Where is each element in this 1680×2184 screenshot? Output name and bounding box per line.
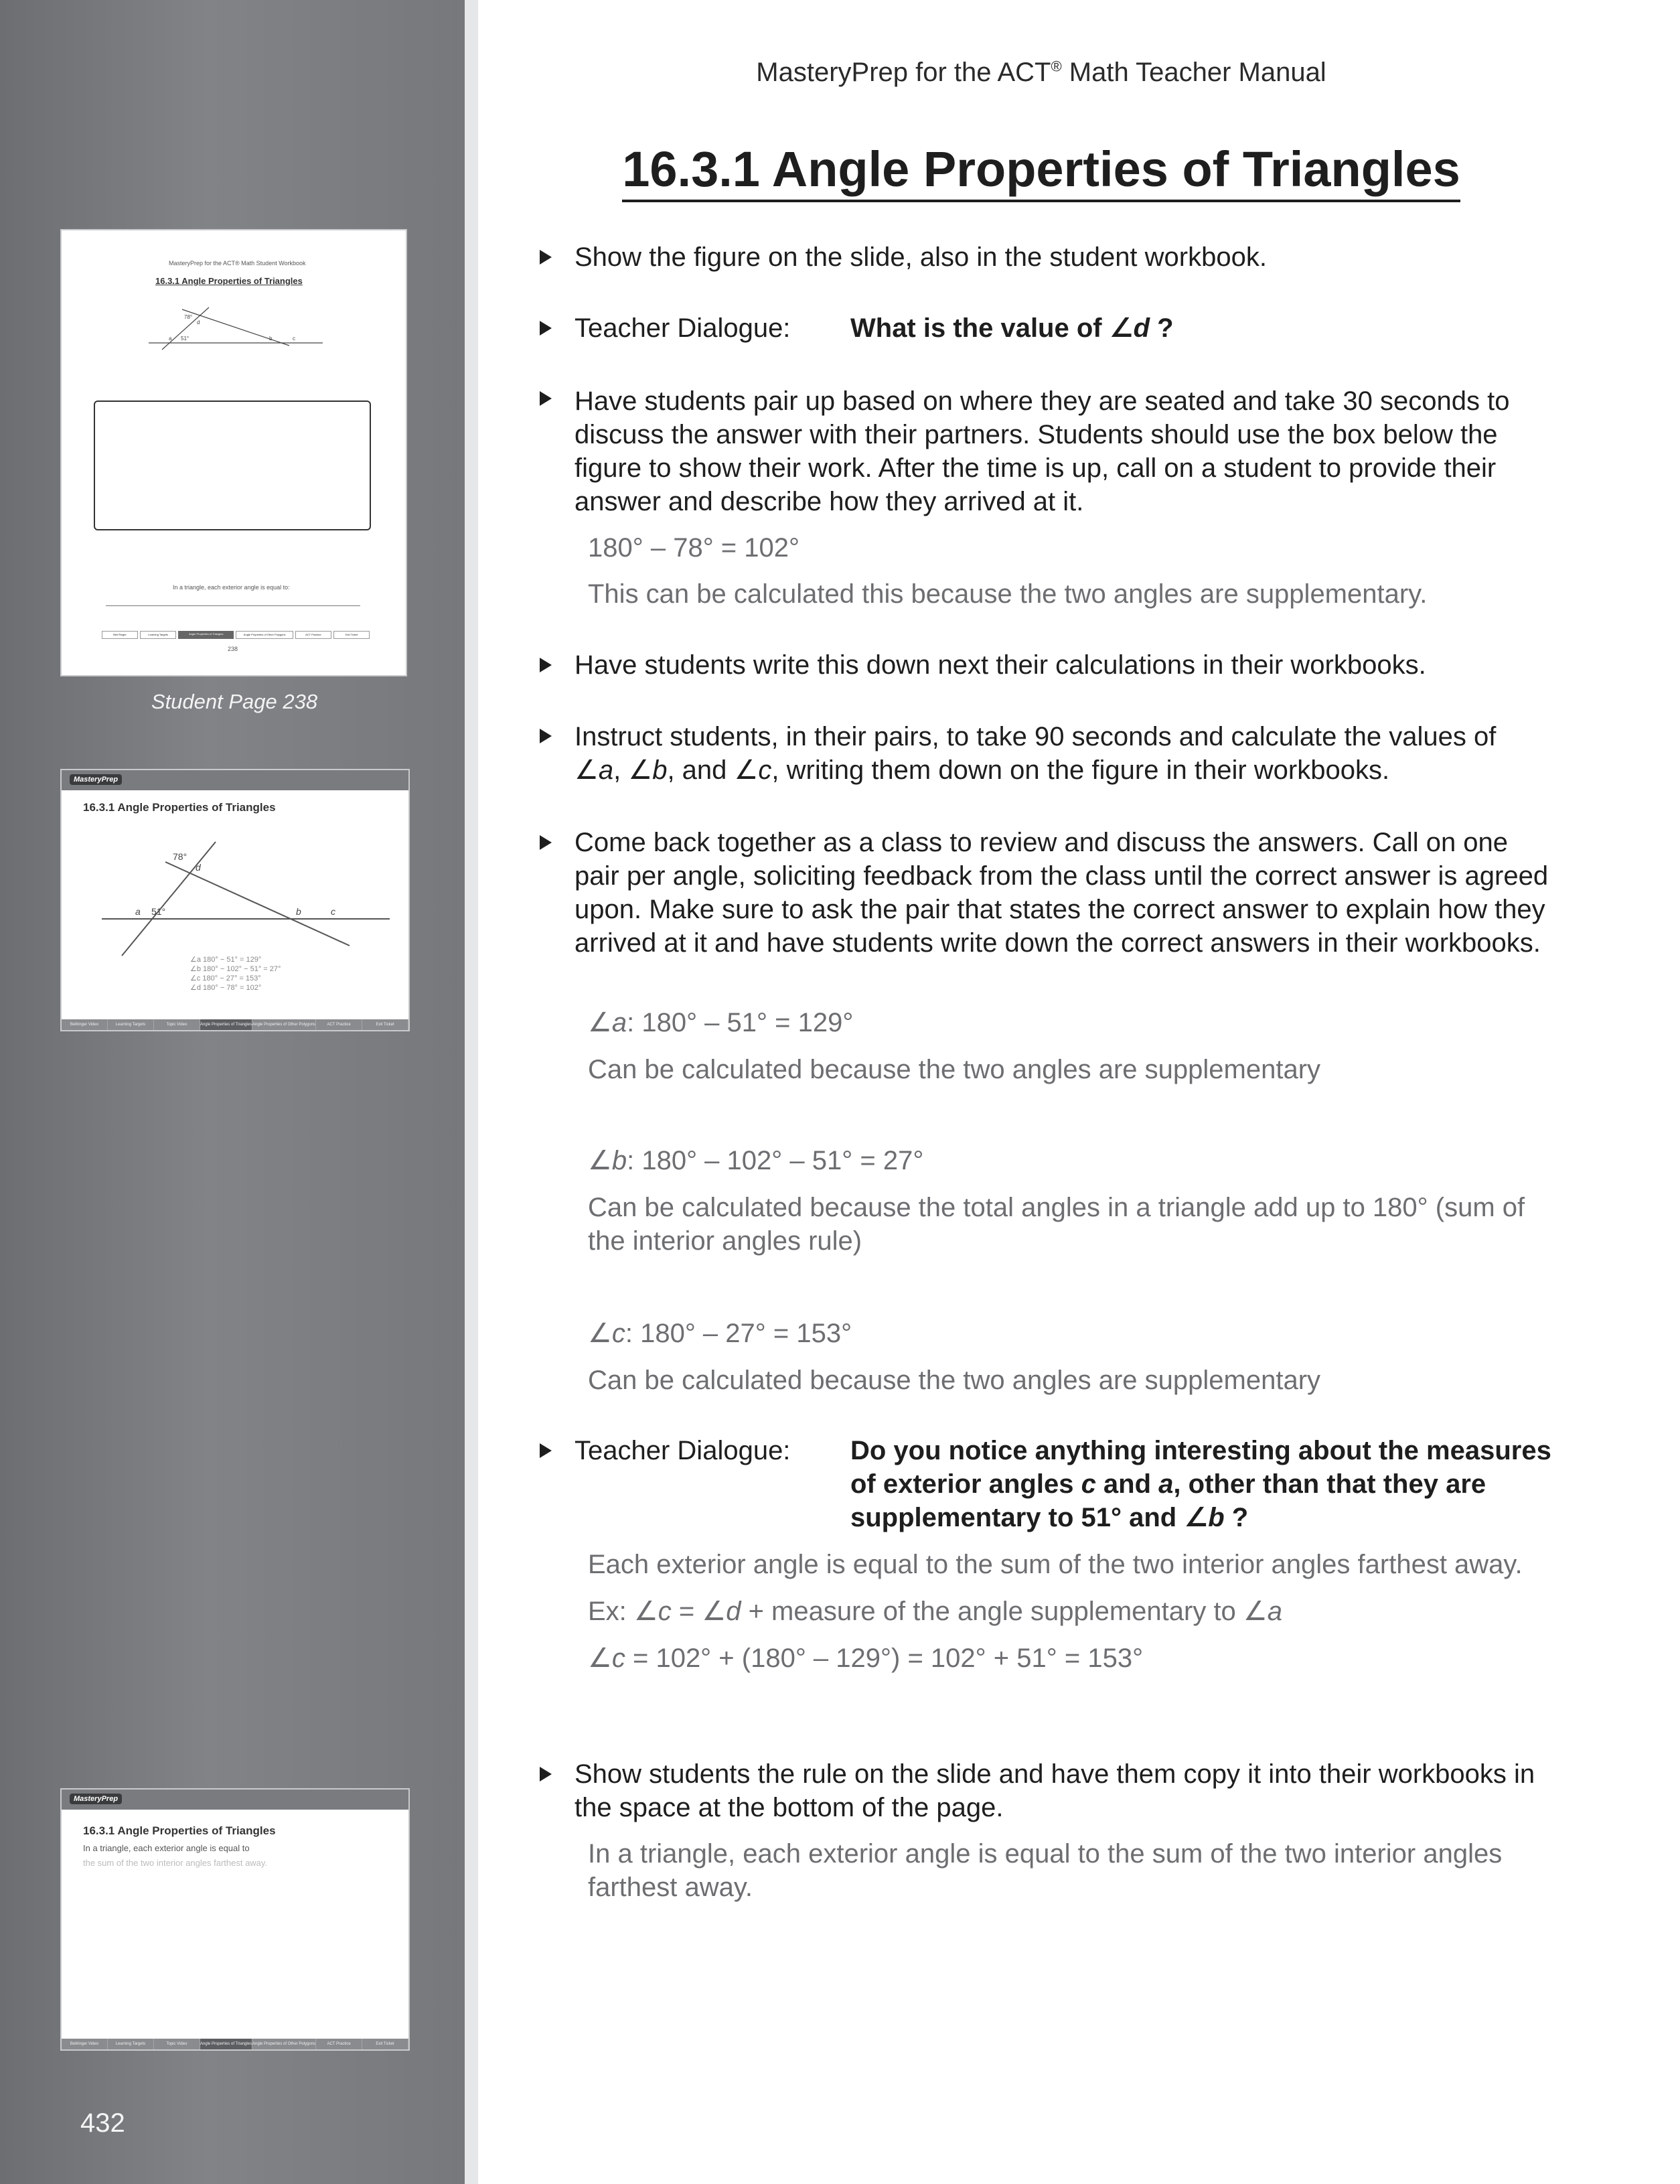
wb-nav-item: Angle Properties of Triangles: [178, 631, 234, 639]
slide-nav-item: Learning Targets: [108, 1019, 154, 1030]
slide-header-bar: [62, 1790, 408, 1810]
slide-nav-item: Exit Ticket: [362, 1019, 408, 1030]
answer-rule: In a triangle, each exterior angle is equal to the sum of the two interior angles farthest away.: [588, 1839, 1503, 1902]
bullet-review-answers: Come back together as a class to review and discuss the answers. Call on one pair per angle, soliciting feedback from the class until the correct answer is agreed upon. Make sure to ask the pair that states the correct answer to explain how they arrived at it and have students write down the correct answers in their workbooks.: [575, 828, 1549, 958]
bullet-arrow-icon: [540, 250, 552, 265]
slide-nav-item: ACT Practice: [316, 1019, 362, 1030]
wb-label-51: 51°: [181, 336, 189, 342]
page-title: [478, 141, 1604, 198]
bullet-arrow-icon: [540, 1767, 552, 1781]
workbook-thumb-figure: [142, 304, 329, 351]
slide-answer-line: ∠d 180° − 78° = 102°: [190, 984, 262, 992]
wb-nav-item: ACT Practice: [295, 631, 331, 639]
slide-label-d: d: [196, 862, 201, 873]
answer-angle-a: ∠a: 180° – 51° = 129°: [588, 1008, 854, 1037]
bullet-copy-rule: Show students the rule on the slide and have them copy it into their workbooks in the space at the bottom of the page.: [575, 1759, 1535, 1822]
workbook-thumb-page-number: 238: [228, 646, 238, 652]
teacher-dialogue-question: Do you notice anything interesting about the measures of exterior angles c and a, other than that they are supplementary to 51° and ∠b ?: [850, 1436, 1551, 1532]
slide-rule-line-2: the sum of the two interior angles farthest away.: [83, 1858, 268, 1868]
slide-label-78: 78°: [173, 851, 187, 862]
registered-mark: ®: [1051, 58, 1062, 75]
answer-note: Can be calculated because the two angles are supplementary: [588, 1055, 1321, 1084]
bullet-arrow-icon: [540, 729, 552, 743]
slide-answer-line: ∠a 180° − 51° = 129°: [190, 956, 262, 964]
wb-label-d: d: [197, 319, 200, 325]
wb-label-c: c: [293, 336, 295, 342]
bullet-pair-up: Have students pair up based on where they are seated and take 30 seconds to discuss the answer with their partners. Students should use the box below the figure to show their work. After the time is up, call on a student to provide their answer and describe how they arrived at it.: [575, 386, 1510, 516]
bullet-arrow-icon: [540, 321, 552, 336]
workbook-thumb-nav: [102, 631, 370, 639]
teacher-dialogue-label: Teacher Dialogue:: [575, 1436, 791, 1465]
wb-nav-item: Bell Ringer: [102, 631, 138, 639]
answer-note: Can be calculated because the total angles in a triangle add up to 180° (sum of the interior angles rule): [588, 1193, 1525, 1256]
workbook-thumb-header: MasteryPrep for the ACT® Math Student Workbook: [169, 260, 306, 267]
slide-thumbnail-rule: [60, 1788, 410, 2051]
slide-nav-bar: [62, 2039, 408, 2049]
workbook-thumb-rule-prompt: In a triangle, each exterior angle is equal to:: [173, 584, 290, 591]
bullet-arrow-icon: [540, 391, 552, 406]
slide-nav-bar: [62, 1019, 408, 1030]
slide-thumbnail-figure: [60, 769, 410, 1031]
slide-nav-item: Angle Properties of Other Polygons: [252, 2039, 316, 2049]
slide-nav-item: Learning Targets: [108, 2039, 154, 2049]
bullet-arrow-icon: [540, 1443, 552, 1458]
slide-nav-item: Angle Properties of Other Polygons: [252, 1019, 316, 1030]
wb-nav-item: Learning Targets: [140, 631, 176, 639]
slide-label-b: b: [296, 906, 301, 917]
slide-triangle-figure: [95, 832, 396, 966]
running-header: [478, 58, 1604, 88]
slide-nav-item: Topic Video: [154, 2039, 200, 2049]
slide-nav-item: Angle Properties of Triangles: [200, 1019, 252, 1030]
wb-label-b: b: [269, 336, 273, 342]
header-text-pre: MasteryPrep for the ACT: [756, 58, 1051, 87]
workbook-thumb-title: 16.3.1 Angle Properties of Triangles: [155, 276, 303, 286]
workbook-thumb-work-box: [94, 401, 371, 530]
bullet-arrow-icon: [540, 658, 552, 672]
slide-nav-item: Bellringer Video: [62, 1019, 108, 1030]
sidebar-divider: [465, 0, 478, 2184]
answer-calculation: ∠c = 102° + (180° – 129°) = 102° + 51° = 153°: [588, 1644, 1144, 1673]
wb-label-a: a: [169, 336, 172, 342]
slide-label-51: 51°: [151, 906, 166, 917]
answer-angle-b: ∠b: 180° – 102° – 51° = 27°: [588, 1146, 924, 1175]
teacher-dialogue-label: Teacher Dialogue:: [575, 313, 791, 343]
slide-nav-item: Exit Ticket: [362, 2039, 408, 2049]
masteryprep-logo: MasteryPrep: [70, 1794, 122, 1804]
wb-nav-item: Exit Ticket: [333, 631, 370, 639]
slide-header-bar: [62, 770, 408, 790]
slide-label-a: a: [135, 906, 141, 917]
slide-nav-item: Topic Video: [154, 1019, 200, 1030]
bullet-calculate-values: Instruct students, in their pairs, to take 90 seconds and calculate the values of ∠a, ∠b, and ∠c, writing them down on the figure in their workbooks.: [575, 722, 1497, 785]
answer-note: Can be calculated because the two angles are supplementary: [588, 1366, 1321, 1395]
student-page-caption: Student Page 238: [151, 690, 318, 713]
answer-line: 180° – 78° = 102°: [588, 533, 800, 563]
teacher-dialogue-question: What is the value of ∠d ?: [850, 313, 1174, 343]
bullet-arrow-icon: [540, 835, 552, 850]
slide-title: 16.3.1 Angle Properties of Triangles: [83, 1824, 276, 1837]
slide-label-c: c: [331, 906, 335, 917]
workbook-thumb-answer-line: [106, 605, 360, 606]
slide-answer-line: ∠b 180° − 102° − 51° = 27°: [190, 965, 281, 973]
slide-rule-line-1: In a triangle, each exterior angle is equal to: [83, 1843, 250, 1853]
slide-title: 16.3.1 Angle Properties of Triangles: [83, 801, 276, 814]
slide-nav-item: Angle Properties of Triangles: [200, 2039, 252, 2049]
wb-label-78: 78°: [184, 314, 193, 320]
answer-angle-c: ∠c: 180° – 27° = 153°: [588, 1319, 852, 1348]
bullet-show-figure: Show the figure on the slide, also in the student workbook.: [575, 242, 1267, 272]
slide-nav-item: Bellringer Video: [62, 2039, 108, 2049]
slide-answer-line: ∠c 180° − 27° = 153°: [190, 974, 261, 982]
slide-nav-item: ACT Practice: [316, 2039, 362, 2049]
wb-nav-item: Angle Properties of Other Polygons: [236, 631, 293, 639]
student-workbook-thumbnail: [60, 229, 407, 676]
page-number: 432: [80, 2108, 125, 2138]
answer-example: Ex: ∠c = ∠d + measure of the angle supplementary to ∠a: [588, 1597, 1283, 1626]
answer-line: Each exterior angle is equal to the sum of the two interior angles farthest away.: [588, 1550, 1523, 1579]
slide-answers: [190, 955, 281, 993]
page-title-text: 16.3.1 Angle Properties of Triangles: [622, 141, 1460, 202]
header-text-post: Math Teacher Manual: [1061, 58, 1326, 87]
masteryprep-logo: MasteryPrep: [70, 774, 122, 785]
bullet-write-down: Have students write this down next their calculations in their workbooks.: [575, 650, 1426, 680]
answer-line: This can be calculated this because the two angles are supplementary.: [588, 579, 1428, 609]
